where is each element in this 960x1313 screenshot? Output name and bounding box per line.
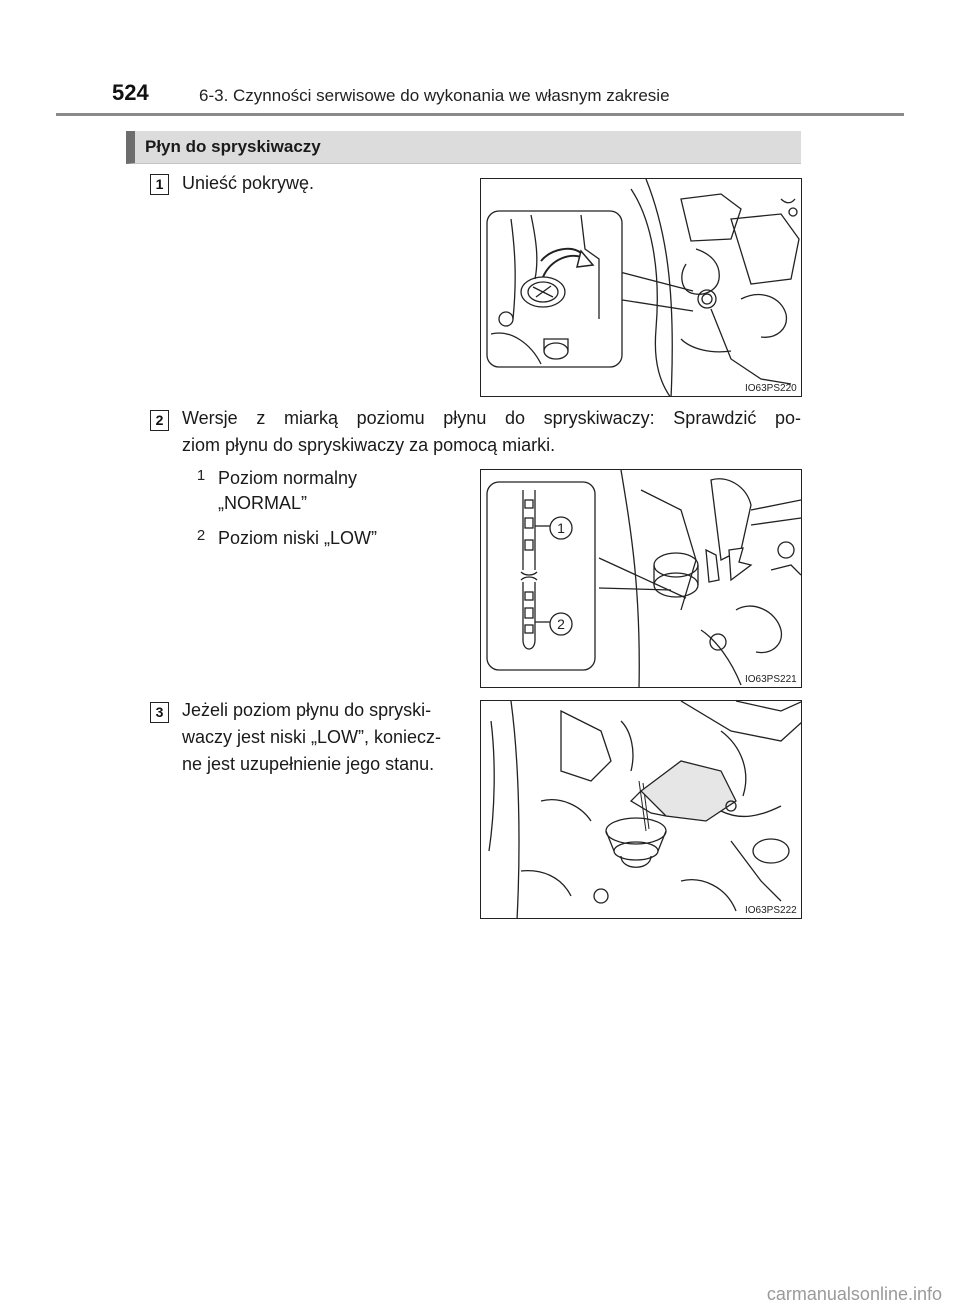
callout-2: 2 xyxy=(557,616,565,632)
step-3-line1: Jeżeli poziom płynu do spryski- xyxy=(182,700,432,720)
sub-item-2-number: 2 xyxy=(196,527,206,544)
step-2-badge: 2 xyxy=(150,410,169,431)
callout-1: 1 xyxy=(557,520,565,536)
watermark: carmanualsonline.info xyxy=(766,1284,942,1304)
section-title: Płyn do spryskiwaczy xyxy=(145,137,321,156)
step-3-badge: 3 xyxy=(150,702,169,723)
step-2-text-line2: ziom płynu do spryskiwaczy za pomocą miarki. xyxy=(182,435,556,455)
step-2-text-line1: Wersje z miarką poziomu płynu do spryskiwaczy: Sprawdzić po- xyxy=(182,408,801,428)
step-3-line2: waczy jest niski „LOW”, koniecz- xyxy=(182,727,442,747)
engine-bay-cap-illustration xyxy=(481,179,802,397)
sub-item-2-line1: Poziom niski „LOW” xyxy=(218,528,378,548)
figure-2-code: IO63PS221 xyxy=(745,674,797,685)
page-number: 524 xyxy=(112,80,149,105)
figure-3-code: IO63PS222 xyxy=(745,905,797,916)
section-heading-bar xyxy=(126,131,801,164)
sub-item-1-line2: „NORMAL” xyxy=(218,493,307,513)
figure-dipstick xyxy=(480,469,802,688)
dipstick-illustration xyxy=(481,470,802,688)
step-1-badge: 1 xyxy=(150,174,169,195)
figure-refill xyxy=(480,700,802,919)
sub-item-1-number: 1 xyxy=(196,467,206,484)
sub-item-1-line1: Poziom normalny xyxy=(218,468,358,488)
step-1-text: Unieść pokrywę. xyxy=(182,173,315,193)
chapter-title: 6-3. Czynności serwisowe do wykonania we własnym zakresie xyxy=(199,86,670,105)
figure-1-code: IO63PS220 xyxy=(745,383,797,394)
refill-illustration xyxy=(481,701,802,919)
header-divider xyxy=(56,113,904,116)
step-3-line3: ne jest uzupełnienie jego stanu. xyxy=(182,754,435,774)
figure-open-cap xyxy=(480,178,802,397)
